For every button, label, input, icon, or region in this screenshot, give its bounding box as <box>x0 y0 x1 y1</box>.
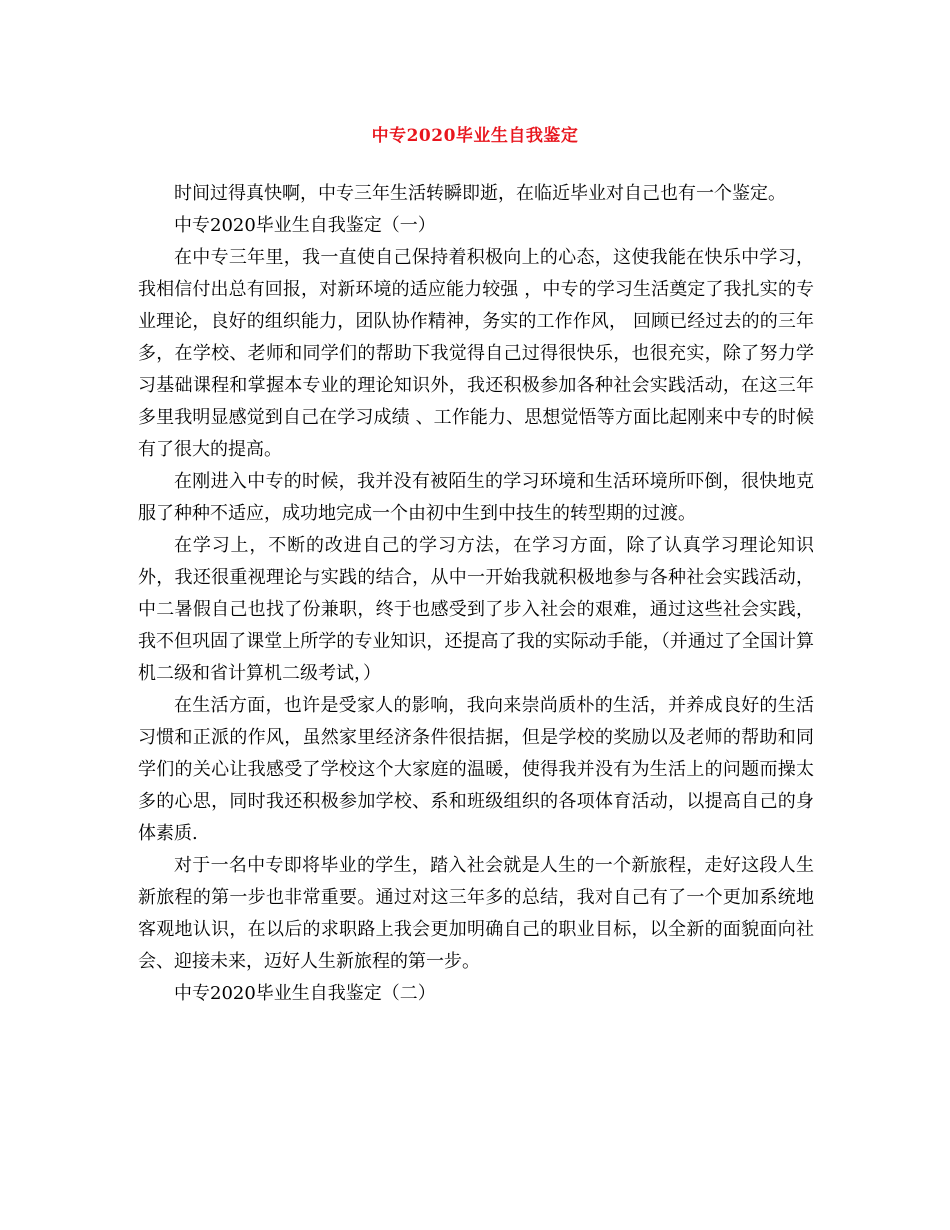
intro-paragraph: 时间过得真快啊，中专三年生活转瞬即逝，在临近毕业对自己也有一个鉴定。 <box>174 183 786 204</box>
body-paragraph: 在生活方面，也许是受家人的影响，我向来崇尚质朴的生活，并养成良好的生活习惯和正派的作风，虽然家里经济条件很拮据，但是学校的奖励以及老师的帮助和同学们的关心让我感受了学校这个大家庭的温暖，使得我并没有为生活上的问题而操太多的心思，同时我还积极参加学校、系和班级组织的各项体育活动，以提高自己的身体素质. <box>138 695 814 844</box>
body-paragraph: 在中专三年里，我一直使自己保持着积极向上的心态，这使我能在快乐中学习，我相信付出总有回报，对新环境的适应能力较强 ，中专的学习生活奠定了我扎实的专业理论，良好的组织能力，团队协作精神，务实的工作作风， 回顾已经过去的的三年多，在学校、老师和同学们的帮助下我觉得自己过得很快乐，也很充实，除了努力学习基础课程和掌握本专业的理论知识外，我还积极参加各种社会实践活动，在这三年多里我明显感觉到自己在学习成绩 、工作能力、思想觉悟等方面比起刚来中专的时候有了很大的提高。 <box>138 247 814 460</box>
body-paragraph: 在刚进入中专的时候，我并没有被陌生的学习环境和生活环境所吓倒，很快地克服了种种不适应，成功地完成一个由初中生到中技生的转型期的过渡。 <box>138 471 814 524</box>
document-title: 中专2020毕业生自我鉴定 <box>371 126 579 146</box>
section-heading-two: 中专2020毕业生自我鉴定（二） <box>174 983 436 1004</box>
body-paragraph: 对于一名中专即将毕业的学生，踏入社会就是人生的一个新旅程，走好这段人生新旅程的第一步也非常重要。通过对这三年多的总结，我对自己有了一个更加系统地客观地认识，在以后的求职路上我会更加明确自己的职业目标，以全新的面貌面向社会、迎接未来，迈好人生新旅程的第一步。 <box>138 855 814 972</box>
section-heading-one: 中专2020毕业生自我鉴定（一） <box>174 215 436 236</box>
body-paragraph: 在学习上，不断的改进自己的学习方法，在学习方面，除了认真学习理论知识外，我还很重视理论与实践的结合，从中一开始我就积极地参与各种社会实践活动，中二暑假自己也找了份兼职，终于也感受到了步入社会的艰难，通过这些社会实践，我不但巩固了课堂上所学的专业知识，还提高了我的实际动手能，（并通过了全国计算机二级和省计算机二级考试，） <box>138 535 814 684</box>
document-body <box>138 178 814 1010</box>
